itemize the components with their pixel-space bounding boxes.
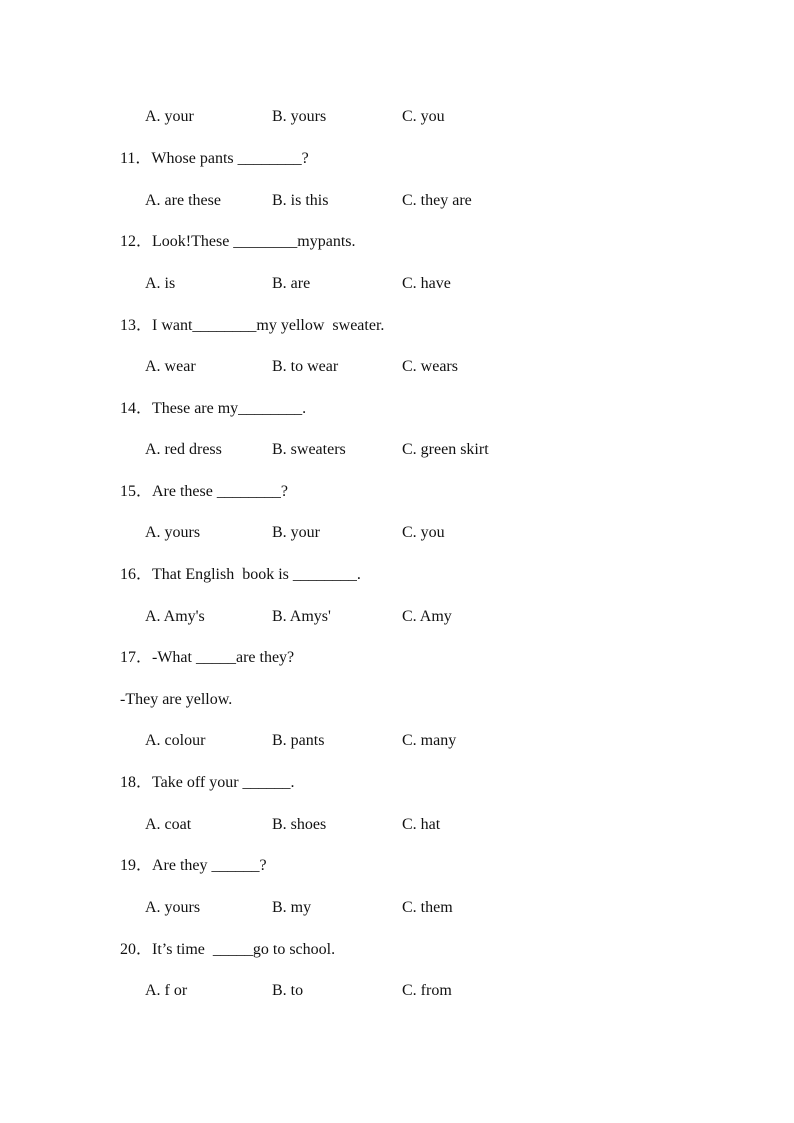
option-b: B. shoes bbox=[272, 816, 327, 833]
question-16: 16．That English book is ________. bbox=[120, 566, 361, 583]
option-b: B. my bbox=[272, 899, 312, 916]
option-c: C. from bbox=[402, 982, 452, 999]
option-a: A. are these bbox=[145, 192, 221, 209]
option-c: C. them bbox=[402, 899, 453, 916]
option-a: A. colour bbox=[145, 732, 206, 749]
question-17-response: -They are yellow. bbox=[120, 691, 233, 708]
option-a: A. coat bbox=[145, 816, 192, 833]
option-b: B. to wear bbox=[272, 358, 339, 375]
option-a: A. red dress bbox=[145, 441, 222, 458]
question-19: 19．Are they ______? bbox=[120, 857, 267, 874]
option-a: A. your bbox=[145, 108, 194, 125]
option-a: A. Amy's bbox=[145, 608, 205, 625]
question-15: 15．Are these ________? bbox=[120, 483, 288, 500]
option-c: C. have bbox=[402, 275, 451, 292]
option-b: B. to bbox=[272, 982, 304, 999]
option-b: B. your bbox=[272, 524, 320, 541]
option-b: B. sweaters bbox=[272, 441, 346, 458]
option-c: C. many bbox=[402, 732, 457, 749]
question-13: 13．I want________my yellow sweater. bbox=[120, 317, 385, 334]
option-c: C. green skirt bbox=[402, 441, 489, 458]
question-12: 12．Look!These ________mypants. bbox=[120, 233, 356, 250]
option-b: B. Amys' bbox=[272, 608, 331, 625]
option-a: A. yours bbox=[145, 899, 201, 916]
option-a: A. f or bbox=[145, 982, 188, 999]
question-14: 14．These are my________. bbox=[120, 400, 307, 417]
question-17: 17．-What _____are they? bbox=[120, 649, 295, 666]
option-c: C. wears bbox=[402, 358, 458, 375]
option-a: A. is bbox=[145, 275, 176, 292]
option-a: A. yours bbox=[145, 524, 201, 541]
option-a: A. wear bbox=[145, 358, 196, 375]
option-c: C. you bbox=[402, 524, 445, 541]
question-20: 20．It’s time _____go to school. bbox=[120, 941, 336, 958]
option-c: C. Amy bbox=[402, 608, 452, 625]
option-c: C. you bbox=[402, 108, 445, 125]
option-b: B. yours bbox=[272, 108, 327, 125]
option-c: C. they are bbox=[402, 192, 472, 209]
option-b: B. is this bbox=[272, 192, 329, 209]
option-b: B. pants bbox=[272, 732, 325, 749]
question-11: 11．Whose pants ________? bbox=[120, 150, 309, 167]
option-b: B. are bbox=[272, 275, 311, 292]
option-c: C. hat bbox=[402, 816, 441, 833]
question-18: 18．Take off your ______. bbox=[120, 774, 295, 791]
